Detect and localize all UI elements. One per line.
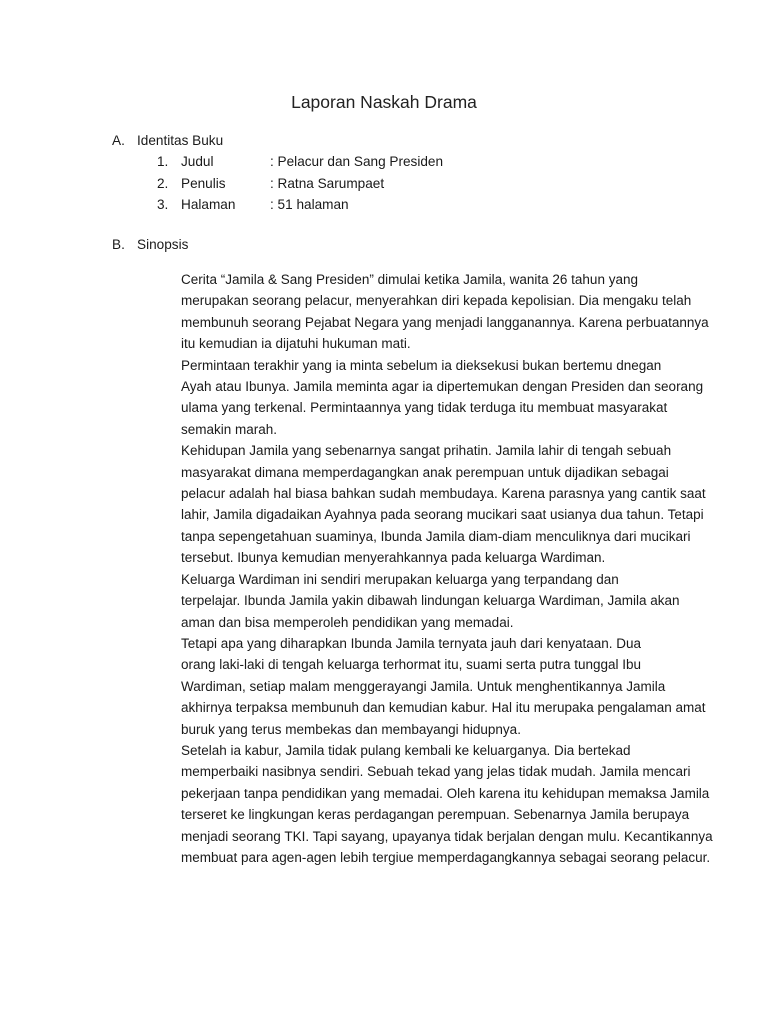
section-b-heading <box>112 235 188 255</box>
row-value: : Ratna Sarumpaet <box>270 176 385 191</box>
text-line: Kehidupan Jamila yang sebenarnya sangat prihatin. Jamila lahir di tengah sebuah <box>181 443 672 459</box>
text-line: pekerjaan tanpa pendidikan yang memadai. Oleh karena itu kehidupan memaksa Jamila <box>181 785 710 801</box>
synopsis-paragraph <box>137 440 706 568</box>
section-b-title: Sinopsis <box>137 237 189 252</box>
row-number: 1. <box>157 154 169 169</box>
text-line: itu kemudian ia dijatuhi hukuman mati. <box>181 336 411 352</box>
text-line: orang laki-laki di tengah keluarga terhormat itu, suami serta putra tunggal Ibu <box>181 657 642 673</box>
text-line: lahir, Jamila digadaikan Ayahnya pada seorang mucikari saat usianya dua tahun. Tetapi <box>181 507 704 523</box>
synopsis-body <box>137 269 713 868</box>
synopsis-paragraph <box>137 355 704 441</box>
text-line: tanpa sepengetahuan suaminya, Ibunda Jamila diam-diam menculiknya dari mucikari <box>181 528 691 544</box>
text-line: Setelah ia kabur, Jamila tidak pulang kembali ke keluarganya. Dia bertekad <box>181 742 631 758</box>
identity-row-pages <box>157 195 349 215</box>
text-line: masyarakat dimana memperdagangkan anak perempuan untuk dijadikan sebagai <box>181 464 669 480</box>
text-line: menjadi seorang TKI. Tapi sayang, upayanya tidak berjalan dengan mulu. Kecantikannya <box>181 828 713 844</box>
text-line: Permintaan terakhir yang ia minta sebelum ia dieksekusi bukan bertemu dnegan <box>181 357 662 373</box>
section-a-letter: A. <box>112 133 125 148</box>
text-line: ulama yang terkenal. Permintaannya yang tidak terduga itu membuat masyarakat <box>181 400 668 416</box>
synopsis-paragraph <box>137 569 680 633</box>
row-number: 2. <box>157 176 169 191</box>
row-label: Judul <box>181 154 214 169</box>
text-line: tersebut. Ibunya kemudian menyerahkannya pada keluarga Wardiman. <box>181 550 606 566</box>
row-value: : 51 halaman <box>270 197 349 212</box>
row-label: Penulis <box>181 176 226 191</box>
identity-row-title <box>157 152 443 172</box>
synopsis-paragraph <box>137 633 706 740</box>
text-line: memperbaiki nasibnya sendiri. Sebuah tekad yang jelas tidak mudah. Jamila mencari <box>181 764 691 780</box>
row-label: Halaman <box>181 197 236 212</box>
text-line: merupakan seorang pelacur, menyerahkan diri kepada kepolisian. Dia mengaku telah <box>181 293 692 309</box>
text-line: Ayah atau Ibunya. Jamila meminta agar ia dipertemukan dengan Presiden dan seorang <box>181 379 704 395</box>
text-line: membunuh seorang Pejabat Negara yang menjadi langganannya. Karena perbuatannya <box>181 314 709 330</box>
identity-row-author <box>157 174 384 194</box>
synopsis-paragraph <box>137 269 709 355</box>
text-line: Cerita “Jamila & Sang Presiden” dimulai ketika Jamila, wanita 26 tahun yang <box>181 272 638 287</box>
document-title: Laporan Naskah Drama <box>291 92 477 112</box>
section-b-letter: B. <box>112 237 125 252</box>
text-line: aman dan bisa memperoleh pendidikan yang memadai. <box>181 614 514 630</box>
row-number: 3. <box>157 197 169 212</box>
section-a-title: Identitas Buku <box>137 133 224 148</box>
text-line: pelacur adalah hal biasa bahkan sudah membudaya. Karena parasnya yang cantik saat <box>181 486 706 502</box>
text-line: buruk yang terus membekas dan membayangi hidupnya. <box>181 721 521 737</box>
text-line: membuat para agen-agen lebih tergiue memperdagangkannya sebagai seorang pelacur. <box>181 849 711 865</box>
text-line: Keluarga Wardiman ini sendiri merupakan keluarga yang terpandang dan <box>181 571 619 587</box>
text-line: Wardiman, setiap malam menggerayangi Jamila. Untuk menghentikannya Jamila <box>181 678 666 694</box>
text-line: terseret ke lingkungan keras perdagangan perempuan. Sebenarnya Jamila berupaya <box>181 807 690 823</box>
synopsis-paragraph <box>137 740 713 868</box>
row-value: : Pelacur dan Sang Presiden <box>270 154 444 169</box>
text-line: akhirnya terpaksa membunuh dan kemudian kabur. Hal itu merupaka pengalaman amat <box>181 700 706 716</box>
text-line: semakin marah. <box>181 421 278 437</box>
section-a-heading <box>112 131 223 151</box>
text-line: terpelajar. Ibunda Jamila yakin dibawah lindungan keluarga Wardiman, Jamila akan <box>181 593 680 609</box>
text-line: Tetapi apa yang diharapkan Ibunda Jamila ternyata jauh dari kenyataan. Dua <box>181 635 642 651</box>
